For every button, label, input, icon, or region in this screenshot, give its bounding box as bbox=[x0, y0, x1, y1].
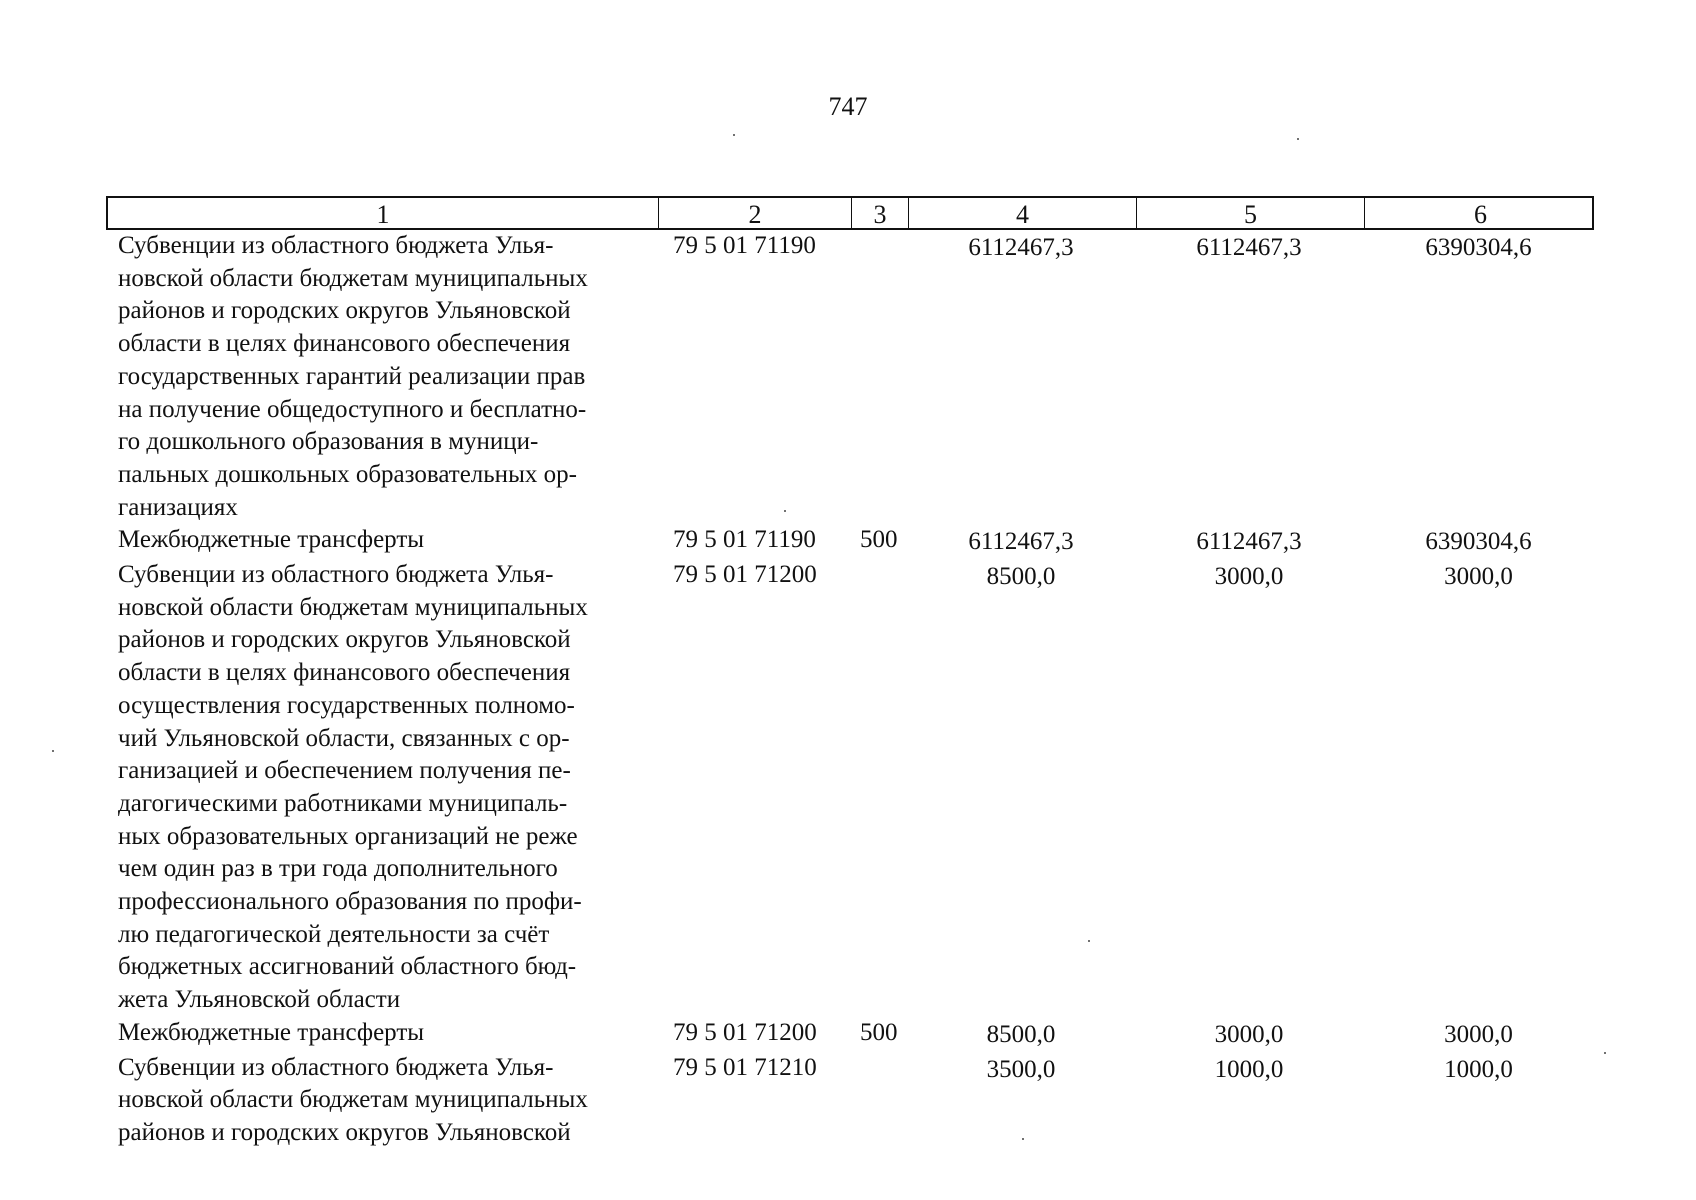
header-cell-4: 4 bbox=[909, 198, 1137, 228]
header-cell-3: 3 bbox=[852, 198, 909, 228]
table-row bbox=[106, 1052, 1594, 1150]
header-cell-1: 1 bbox=[108, 198, 659, 228]
row-amount-col5: 3000,0 bbox=[1214, 563, 1284, 591]
row-description: Субвенции из областного бюджета Улья- новской области бюджетам муниципальных районов и городских округов Ульяновской bbox=[118, 1053, 588, 1146]
row-target-code: 79 5 01 71200 bbox=[673, 1018, 817, 1046]
row-amount-col4: 6112467,3 bbox=[968, 234, 1074, 261]
row-amount-col6: 1000,0 bbox=[1444, 1055, 1513, 1083]
row-amount-col6: 3000,0 bbox=[1444, 563, 1513, 591]
scan-speck bbox=[1604, 1052, 1606, 1054]
scan-speck bbox=[1022, 1138, 1024, 1140]
scan-speck bbox=[52, 750, 54, 752]
scan-speck bbox=[784, 510, 786, 512]
row-amount-col4: 6112467,3 bbox=[968, 528, 1074, 556]
row-target-code: 79 5 01 71190 bbox=[673, 232, 816, 259]
budget-table bbox=[106, 196, 1594, 1150]
row-amount-col6: 6390304,6 bbox=[1425, 234, 1532, 261]
row-amount-col5: 6112467,3 bbox=[1196, 528, 1302, 556]
row-description: Межбюджетные трансферты bbox=[118, 526, 425, 554]
scan-speck bbox=[1297, 138, 1299, 140]
row-expense-type bbox=[850, 559, 907, 1017]
header-cell-5: 5 bbox=[1137, 198, 1365, 228]
header-cell-2: 2 bbox=[659, 198, 852, 228]
row-target-code: 79 5 01 71190 bbox=[673, 526, 816, 554]
scan-speck bbox=[733, 134, 735, 136]
row-amount-col5: 1000,0 bbox=[1214, 1055, 1284, 1083]
page-number: 747 bbox=[828, 92, 868, 121]
row-expense-type: 500 bbox=[860, 526, 898, 554]
table-row bbox=[106, 230, 1594, 524]
table-row bbox=[106, 559, 1594, 1017]
row-expense-type bbox=[850, 230, 907, 524]
header-cell-6: 6 bbox=[1474, 200, 1487, 228]
row-amount-col4: 8500,0 bbox=[986, 1020, 1056, 1048]
row-amount-col5: 3000,0 bbox=[1214, 1020, 1284, 1048]
row-amount-col6: 3000,0 bbox=[1444, 1020, 1513, 1048]
row-expense-type bbox=[850, 1052, 907, 1150]
row-amount-col4: 3500,0 bbox=[986, 1055, 1056, 1083]
table-header-row bbox=[106, 196, 1594, 230]
row-amount-col6: 6390304,6 bbox=[1425, 528, 1532, 556]
row-target-code: 79 5 01 71200 bbox=[673, 561, 817, 589]
scan-speck bbox=[1088, 940, 1090, 942]
row-target-code: 79 5 01 71210 bbox=[673, 1053, 817, 1081]
row-description: Субвенции из областного бюджета Улья- новской области бюджетам муниципальных районов и городских округов Ульяновской области в целях финансового обеспечения осуществления государственных полномо- чий Ульяновской области, связанных с ор- ганизацией и обеспечением получения пе- дагогическими работниками муниципаль- ных образовательных организаций не реже чем один раз в три года дополнительного профессионального образования по профи- лю педагогической деятельности за счёт бюджетных ассигнований областного бюд- жета Ульяновской области bbox=[118, 561, 588, 1014]
row-description: Субвенции из областного бюджета Улья- новской области бюджетам муниципальных районов и городских округов Ульяновской области в целях финансового обеспечения государственных гарантий реализации прав на получение общедоступного и бесплатно- го дошкольного образования в муници- пальных дошкольных образовательных ор- ганизациях bbox=[118, 232, 588, 521]
table-row bbox=[106, 524, 1594, 559]
row-amount-col5: 6112467,3 bbox=[1196, 234, 1302, 261]
row-amount-col4: 8500,0 bbox=[986, 563, 1056, 591]
row-description: Межбюджетные трансферты bbox=[118, 1018, 425, 1046]
table-row bbox=[106, 1017, 1594, 1052]
row-expense-type: 500 bbox=[860, 1018, 898, 1046]
